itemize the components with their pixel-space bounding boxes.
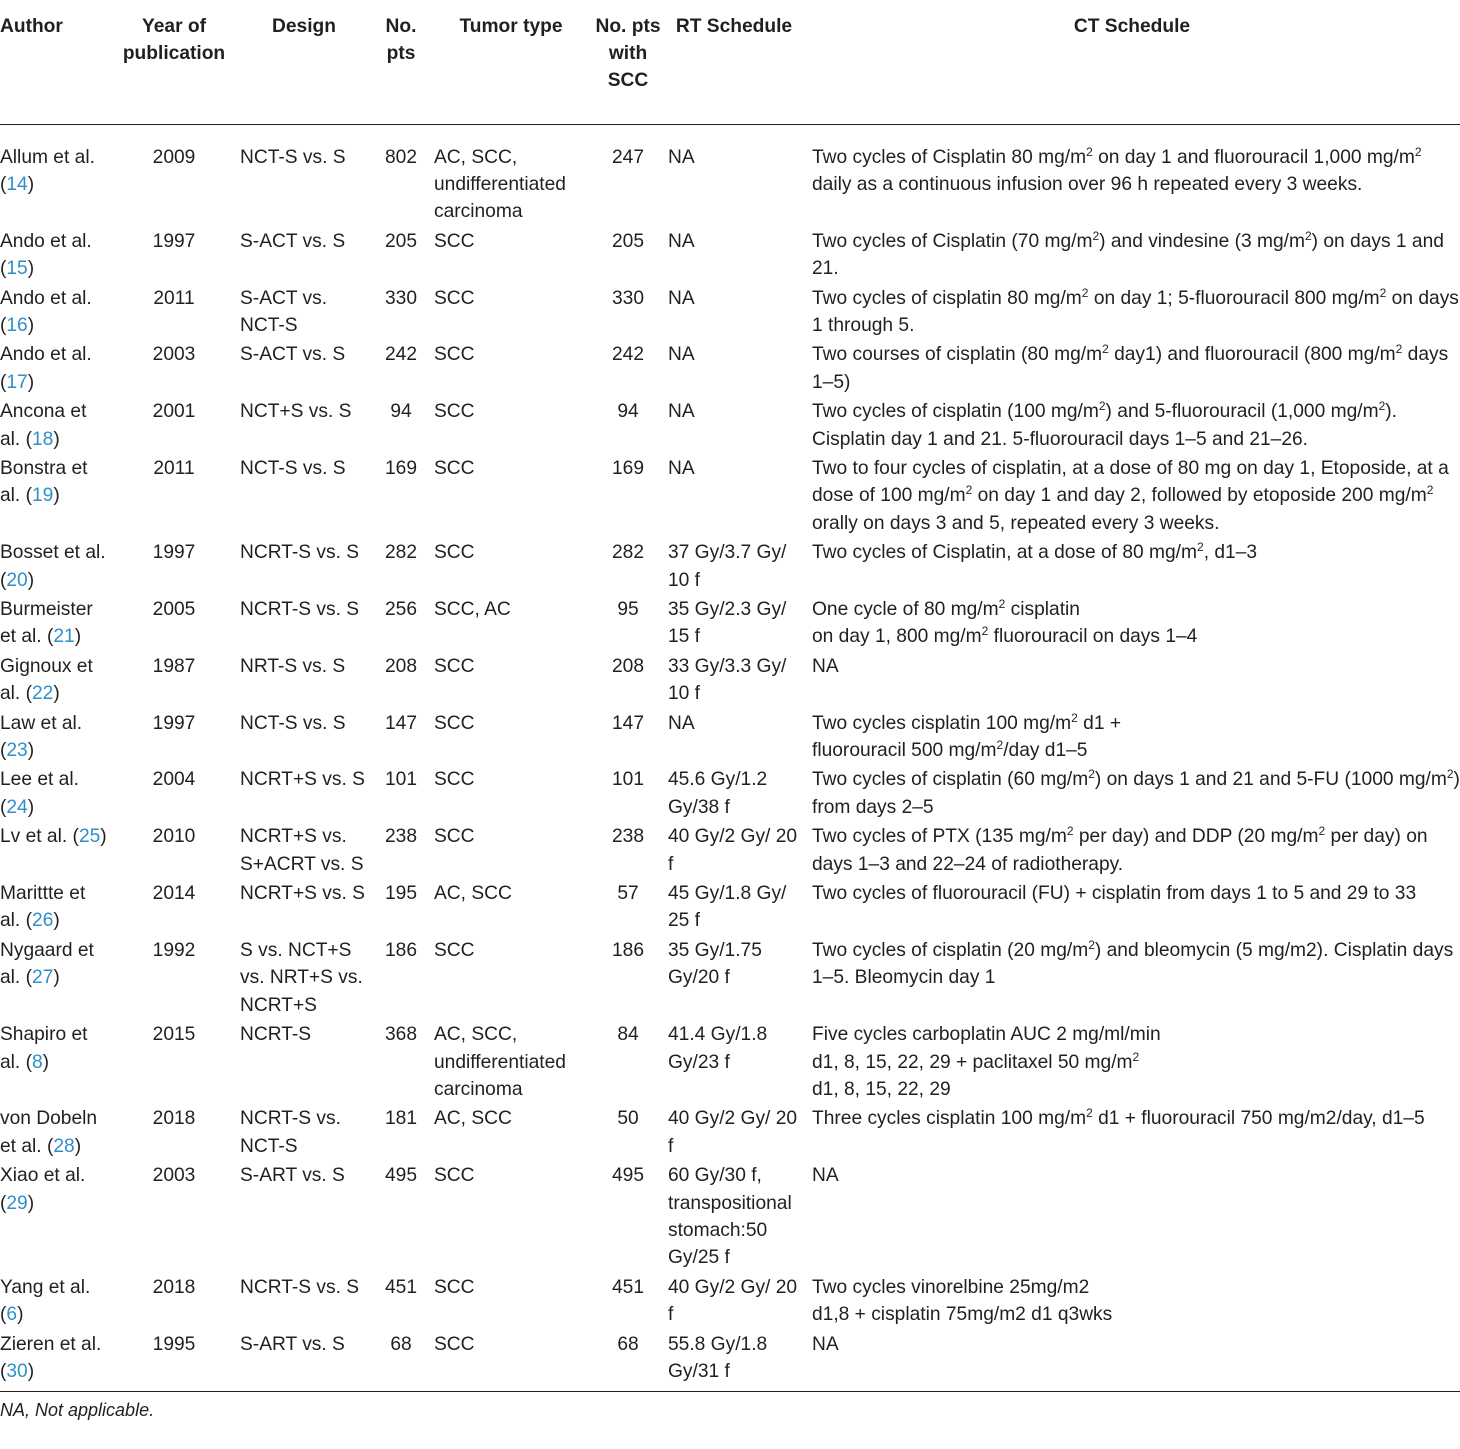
cell-tumor: SCC (434, 712, 475, 734)
cell-scc: 205 (611, 230, 644, 252)
cell-year: 2010 (152, 826, 196, 848)
cell-scc: 147 (611, 712, 644, 734)
cell-scc: 282 (611, 542, 644, 564)
cell-ct: Two cycles of PTX (135 $mg/m^2$ per day) and DDP (20 $mg/m^2$ per day) on days 1–3 and 22–24 of radiotherapy. (812, 824, 1428, 875)
reference-link[interactable]: 21 (53, 626, 75, 648)
table-row (0, 1329, 1460, 1392)
cell-author: Bonstra et al. (19) (0, 457, 88, 507)
cell-pts: 181 (384, 1108, 417, 1130)
cell-author: Zieren et al. (30) (0, 1333, 102, 1382)
cell-year: 2005 (152, 599, 196, 620)
cell-ct: Two cycles vinorelbine 25mg/m2 d1,8 + cisplatin 75mg/m2 d1 q3wks (812, 1276, 1113, 1326)
cell-pts: 256 (384, 599, 417, 620)
header-pts: No. pts (372, 0, 430, 124)
table-row (0, 1272, 1460, 1329)
cell-scc: 95 (617, 599, 639, 620)
cell-ct: Two cycles of cisplatin (100 $mg/m^2$) and 5-fluorouracil (1,000 $mg/m^2$). Cisplatin day 1 and 21. 5-fluorouracil days 1–5 and 21–26. (812, 399, 1397, 450)
cell-design: NCT-S vs. S (240, 457, 346, 479)
cell-scc: 330 (611, 287, 644, 309)
cell-pts: 68 (390, 1333, 412, 1355)
cell-scc: 94 (617, 401, 639, 423)
cell-year: 2003 (152, 344, 196, 366)
cell-pts: 195 (384, 883, 417, 905)
reference-link[interactable]: 28 (53, 1135, 75, 1157)
author-name: Zieren et al. (0, 1333, 102, 1355)
cell-tumor: SCC (434, 1276, 475, 1298)
cell-author: Nygaard et al. (27) (0, 939, 94, 989)
cell-tumor: SCC (434, 769, 475, 791)
header-scc: No. pts with SCC (592, 0, 664, 124)
cell-year: 2001 (152, 401, 196, 423)
table-row (0, 594, 1460, 651)
cell-design: S-ACT vs. S (240, 230, 346, 252)
cell-rt: NA (668, 146, 695, 168)
cell-design: S-ACT vs. NCT-S (240, 287, 328, 336)
cell-year: 2018 (152, 1108, 196, 1130)
reference-link[interactable]: 24 (6, 796, 28, 818)
reference-link[interactable]: 20 (6, 569, 28, 591)
cell-author: Allum et al. (14) (0, 146, 95, 195)
cell-design: NCRT-S vs. NCT-S (240, 1108, 341, 1157)
cell-pts: 186 (384, 939, 417, 961)
author-name: Lv et al. (0, 826, 68, 848)
cell-tumor: AC, SCC, undifferentiated carcinoma (434, 146, 566, 223)
cell-scc: 50 (617, 1108, 639, 1130)
cell-year: 2011 (153, 457, 195, 479)
cell-year: 2015 (152, 1024, 196, 1046)
cell-year: 1995 (152, 1333, 196, 1355)
cell-tumor: SCC (434, 939, 475, 961)
table-footnote: NA, Not applicable. (0, 1392, 1460, 1425)
cell-design: NCRT+S vs. S (240, 883, 365, 905)
cell-rt: 45.6 Gy/1.2 Gy/38 f (668, 769, 768, 818)
cell-ct: NA (812, 655, 839, 677)
cell-scc: 169 (611, 457, 644, 479)
cell-tumor: SCC (434, 344, 475, 366)
cell-rt: NA (668, 712, 695, 734)
cell-scc: 57 (617, 883, 639, 905)
cell-design: NCT-S vs. S (240, 146, 346, 168)
cell-scc: 208 (611, 655, 644, 677)
author-name: Ando et al. (0, 287, 92, 309)
cell-design: NCRT+S vs. S+ACRT vs. S (240, 826, 364, 875)
cell-ct: Two cycles of cisplatin (60 $mg/m^2$) on days 1 and 21 and 5-FU (1000 $mg/m^2$) from days 2–5 (812, 767, 1460, 818)
cell-author: Ando et al. (17) (0, 344, 92, 393)
cell-ct: Two cycles of Cisplatin (70 $mg/m^2$) and vindesine (3 $mg/m^2$) on days 1 and 21. (812, 228, 1444, 280)
reference-link[interactable]: 18 (32, 428, 54, 450)
header-tumor: Tumor type (430, 0, 592, 124)
cell-pts: 368 (384, 1024, 417, 1046)
cell-pts: 147 (384, 712, 417, 734)
cell-rt: 40 Gy/2 Gy/ 20 f (668, 1276, 798, 1326)
table-row (0, 396, 1460, 453)
reference-link[interactable]: 14 (6, 173, 28, 195)
cell-design: S-ART vs. S (240, 1165, 345, 1187)
cell-year: 2009 (152, 146, 196, 168)
author-name: Marittte et al. (0, 883, 86, 932)
cell-tumor: SCC (434, 1165, 475, 1187)
header-design: Design (236, 0, 372, 124)
cell-design: S-ACT vs. S (240, 344, 346, 366)
cell-year: 2011 (153, 287, 195, 309)
cell-pts: 495 (384, 1165, 417, 1187)
cell-year: 1997 (152, 542, 196, 564)
cell-pts: 282 (384, 542, 417, 564)
author-name: Ando et al. (0, 230, 92, 252)
cell-pts: 238 (384, 826, 417, 848)
cell-design: NCT+S vs. S (240, 401, 352, 423)
cell-scc: 84 (617, 1024, 639, 1046)
author-name: Yang et al. (0, 1276, 91, 1298)
cell-design: NCRT-S vs. S (240, 1276, 360, 1298)
cell-scc: 68 (617, 1333, 639, 1355)
cell-year: 2014 (152, 883, 196, 905)
cell-pts: 451 (384, 1276, 417, 1298)
reference-link[interactable]: 22 (32, 683, 54, 705)
cell-pts: 242 (384, 344, 417, 366)
cell-design: S vs. NCT+S vs. NRT+S vs. NCRT+S (240, 939, 363, 1016)
cell-rt: 33 Gy/3.3 Gy/ 10 f (668, 655, 787, 705)
cell-rt: 40 Gy/2 Gy/ 20 f (668, 826, 798, 875)
cell-rt: 35 Gy/2.3 Gy/ 15 f (668, 599, 787, 648)
cell-pts: 101 (384, 769, 417, 791)
author-name: Allum et al. (0, 146, 95, 168)
cell-author: Shapiro et al. (8) (0, 1024, 88, 1073)
cell-tumor: SCC (434, 826, 475, 848)
reference-link[interactable]: 29 (6, 1192, 28, 1214)
cell-scc: 451 (611, 1276, 644, 1298)
table-row (0, 1160, 1460, 1272)
cell-design: S-ART vs. S (240, 1333, 345, 1355)
header-ct: CT Schedule (804, 0, 1460, 124)
author-name: Burmeister et al. (0, 599, 93, 648)
cell-design: NCRT-S vs. S (240, 542, 360, 564)
author-name: Lee et al. (0, 769, 79, 791)
cell-ct: NA (812, 1165, 839, 1187)
cell-ct: NA (812, 1333, 839, 1355)
cell-ct: One cycle of 80 $mg/m^2$ cisplatin on day 1, 800 $mg/m^2$ fluorouracil on days 1–4 (812, 597, 1198, 648)
cell-rt: NA (668, 401, 695, 423)
cell-rt: NA (668, 344, 695, 366)
table-row (0, 764, 1460, 821)
author-name: von Dobeln et al. (0, 1108, 98, 1157)
cell-author: Bosset et al. (20) (0, 542, 106, 591)
cell-rt: 60 Gy/30 f, transpositional stomach:50 Gy/25 f (668, 1165, 792, 1269)
author-name: Bonstra et al. (0, 457, 88, 507)
cell-scc: 186 (611, 939, 644, 961)
cell-author: Gignoux et al. (22) (0, 655, 93, 705)
cell-author: Yang et al. (6) (0, 1276, 91, 1326)
cell-ct: Two cycles cisplatin 100 $mg/m^2$ d1 + fluorouracil 500 $mg/m^2$/day d1–5 (812, 710, 1122, 762)
cell-year: 1992 (152, 939, 196, 961)
cell-author: Lv et al. (25) (0, 826, 107, 848)
table-row (0, 935, 1460, 1019)
table-row (0, 339, 1460, 396)
table-row (0, 1019, 1460, 1103)
cell-pts: 94 (390, 401, 412, 423)
cell-author: Burmeister et al. (21) (0, 599, 93, 648)
cell-tumor: AC, SCC (434, 883, 512, 905)
header-rt: RT Schedule (664, 0, 804, 124)
cell-ct: Five cycles carboplatin AUC 2 mg/ml/min d1, 8, 15, 22, 29 + paclitaxel 50 $mg/m^2$ d1, 8, 15, 22, 29 (812, 1024, 1161, 1100)
author-name: Ando et al. (0, 344, 92, 366)
cell-ct: Two courses of cisplatin (80 $mg/m^2$ day1) and fluorouracil (800 $mg/m^2$ days 1–5) (812, 342, 1449, 393)
reference-link[interactable]: 23 (6, 740, 28, 762)
cell-ct: Two to four cycles of cisplatin, at a dose of 80 mg on day 1, Etoposide, at a dose of 100 $mg/m^2$ on day 1 and day 2, followed by etoposide 200 $mg/m^2$ orally on days 3 and 5, repeated every 3 weeks. (812, 457, 1449, 534)
table-row (0, 708, 1460, 765)
cell-scc: 242 (611, 344, 644, 366)
cell-rt: NA (668, 287, 695, 309)
reference-link[interactable]: 16 (6, 314, 28, 336)
author-name: Gignoux et al. (0, 655, 93, 705)
cell-tumor: AC, SCC (434, 1108, 512, 1130)
table-row (0, 1103, 1460, 1160)
cell-tumor: SCC (434, 542, 475, 564)
cell-ct: Two cycles of cisplatin (20 $mg/m^2$) and bleomycin (5 mg/m2). Cisplatin days 1–5. Bleomycin day 1 (812, 937, 1454, 989)
cell-tumor: SCC (434, 655, 475, 677)
cell-tumor: SCC (434, 287, 475, 309)
cell-author: Xiao et al. (29) (0, 1165, 86, 1214)
table-row (0, 821, 1460, 878)
reference-link[interactable]: 15 (6, 258, 28, 280)
cell-design: NCRT-S vs. S (240, 599, 360, 620)
cell-design: NCRT+S vs. S (240, 769, 365, 791)
reference-link[interactable]: 27 (32, 967, 54, 989)
reference-link[interactable]: 26 (32, 910, 54, 932)
cell-author: Ando et al. (15) (0, 230, 92, 280)
cell-scc: 238 (611, 826, 644, 848)
table-row (0, 537, 1460, 594)
cell-rt: 37 Gy/3.7 Gy/ 10 f (668, 542, 787, 591)
cell-tumor: AC, SCC, undifferentiated carcinoma (434, 1024, 566, 1100)
author-name: Shapiro et al. (0, 1024, 88, 1073)
cell-pts: 802 (384, 146, 417, 168)
table-row (0, 651, 1460, 708)
cell-year: 1997 (152, 230, 196, 252)
author-name: Nygaard et al. (0, 939, 94, 989)
cell-pts: 208 (384, 655, 417, 677)
cell-author: Marittte et al. (26) (0, 883, 86, 932)
cell-ct: Two cycles of fluorouracil (FU) + cisplatin from days 1 to 5 and 29 to 33 (812, 883, 1417, 905)
author-name: Bosset et al. (0, 542, 106, 564)
cell-rt: NA (668, 457, 695, 479)
table-row (0, 124, 1460, 226)
cell-rt: 35 Gy/1.75 Gy/20 f (668, 939, 762, 989)
cell-rt: 40 Gy/2 Gy/ 20 f (668, 1108, 798, 1157)
cell-rt: 55.8 Gy/1.8 Gy/31 f (668, 1333, 768, 1382)
table-row (0, 226, 1460, 283)
reference-link[interactable]: 8 (32, 1051, 43, 1073)
cell-year: 2018 (152, 1276, 196, 1298)
cell-pts: 169 (384, 457, 417, 479)
cell-year: 1997 (152, 712, 196, 734)
table-header (0, 0, 1460, 124)
reference-link[interactable]: 30 (6, 1360, 28, 1382)
cell-scc: 247 (611, 146, 644, 168)
cell-tumor: SCC (434, 230, 475, 252)
cell-tumor: SCC (434, 457, 475, 479)
cell-design: NCRT-S (240, 1024, 312, 1046)
cell-author: von Dobeln et al. (28) (0, 1108, 98, 1157)
cell-scc: 101 (611, 769, 644, 791)
cell-author: Ando et al. (16) (0, 287, 92, 336)
cell-design: NCT-S vs. S (240, 712, 346, 734)
header-author: Author (0, 0, 112, 124)
table-row (0, 878, 1460, 935)
cell-year: 1987 (152, 655, 196, 677)
cell-tumor: SCC (434, 401, 475, 423)
author-name: Xiao et al. (0, 1165, 86, 1187)
cell-ct: Two cycles of cisplatin 80 $mg/m^2$ on day 1; 5-fluorouracil 800 $mg/m^2$ on days 1 through 5. (812, 285, 1459, 336)
author-name: Law et al. (0, 712, 83, 734)
cell-rt: 41.4 Gy/1.8 Gy/23 f (668, 1024, 768, 1073)
header-year: Year of publication (112, 0, 236, 124)
reference-link[interactable]: 6 (6, 1304, 18, 1326)
cell-pts: 330 (384, 287, 417, 309)
reference-link[interactable]: 25 (78, 826, 101, 848)
cell-rt: NA (668, 230, 695, 252)
cell-ct: Two cycles of Cisplatin, at a dose of 80 $mg/m^2$, d1–3 (812, 540, 1258, 564)
table-row (0, 453, 1460, 537)
cell-tumor: SCC (434, 1333, 475, 1355)
cell-author: Law et al. (23) (0, 712, 83, 762)
cell-tumor: SCC, AC (434, 599, 511, 620)
cell-author: Ancona et al. (18) (0, 401, 87, 450)
cell-pts: 205 (384, 230, 417, 252)
cell-author: Lee et al. (24) (0, 769, 79, 818)
cell-rt: 45 Gy/1.8 Gy/ 25 f (668, 883, 787, 932)
cell-year: 2003 (152, 1165, 196, 1187)
cell-ct: Three cycles cisplatin 100 $mg/m^2$ d1 + fluorouracil 750 mg/m2/day, d1–5 (812, 1106, 1425, 1130)
reference-link[interactable]: 19 (32, 485, 54, 507)
table-row (0, 283, 1460, 340)
reference-link[interactable]: 17 (6, 371, 28, 393)
cell-scc: 495 (611, 1165, 644, 1187)
author-name: Ancona et al. (0, 401, 87, 450)
cell-ct: Two cycles of Cisplatin 80 $mg/m^2$ on day 1 and fluorouracil 1,000 $mg/m^2$ daily as a continuous infusion over 96 h repeated every 3 weeks. (812, 144, 1422, 195)
cell-design: NRT-S vs. S (240, 655, 346, 677)
table-body (0, 124, 1460, 1392)
cell-year: 2004 (152, 769, 196, 791)
